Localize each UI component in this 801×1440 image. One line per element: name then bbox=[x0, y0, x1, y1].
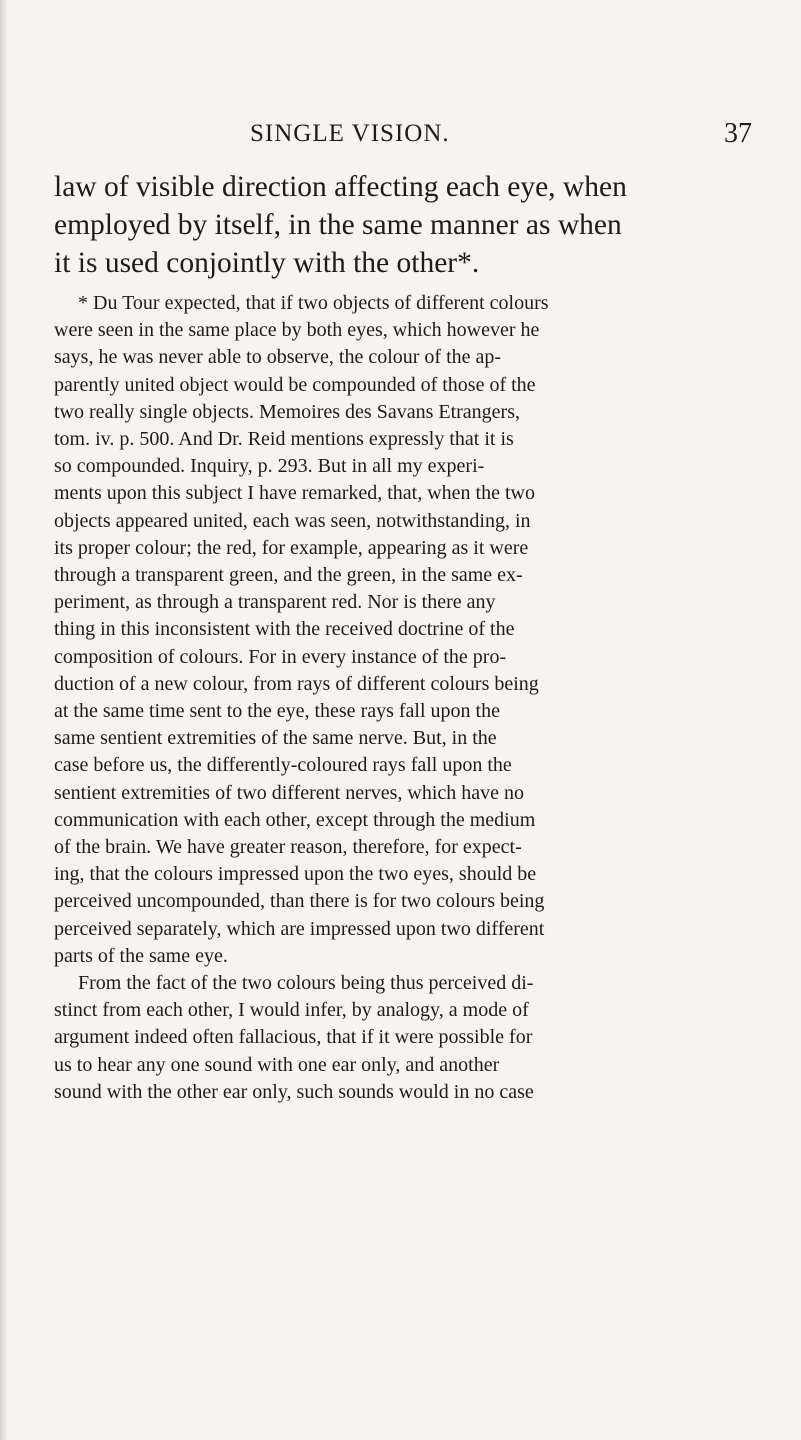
body-paragraph bbox=[54, 168, 759, 282]
footnote-line: duction of a new colour, from rays of different colours being bbox=[54, 672, 539, 695]
footnote-line: perceived uncompounded, than there is for two colours being bbox=[54, 890, 545, 913]
footnote-line: of the brain. We have greater reason, therefore, for expect- bbox=[54, 836, 522, 859]
body-line: employed by itself, in the same manner as when bbox=[54, 209, 622, 241]
body-line: law of visible direction affecting each eye, when bbox=[54, 171, 627, 203]
footnote-line: at the same time sent to the eye, these rays fall upon the bbox=[54, 700, 500, 723]
page-edge-shadow bbox=[0, 0, 8, 1440]
footnote-line: us to hear any one sound with one ear only, and another bbox=[54, 1053, 500, 1076]
footnote-line: periment, as through a transparent red. Nor is there any bbox=[54, 591, 496, 614]
footnote-line: two really single objects. Memoires des Savans Etrangers, bbox=[54, 400, 520, 423]
footnote-line: sentient extremities of two different nerves, which have no bbox=[54, 781, 525, 804]
footnote-line: sound with the other ear only, such sounds would in no case bbox=[54, 1080, 534, 1103]
footnote-line: tom. iv. p. 500. And Dr. Reid mentions expressly that it is bbox=[54, 428, 514, 451]
page-number: 37 bbox=[724, 118, 752, 149]
footnote-line: same sentient extremities of the same nerve. But, in the bbox=[54, 727, 497, 750]
footnote-line: parently united object would be compounded of those of the bbox=[54, 373, 536, 396]
footnote bbox=[54, 290, 764, 1106]
footnote-line: ments upon this subject I have remarked, that, when the two bbox=[54, 482, 535, 505]
running-title: SINGLE VISION. bbox=[250, 120, 450, 147]
footnote-line: ing, that the colours impressed upon the two eyes, should be bbox=[54, 863, 537, 886]
footnote-line: its proper colour; the red, for example, appearing as it were bbox=[54, 536, 529, 559]
footnote-line: stinct from each other, I would infer, by analogy, a mode of bbox=[54, 999, 529, 1022]
footnote-line: From the fact of the two colours being thus perceived di- bbox=[78, 972, 534, 995]
footnote-line: communication with each other, except through the medium bbox=[54, 808, 536, 831]
footnote-line: were seen in the same place by both eyes, which however he bbox=[54, 319, 540, 342]
running-head bbox=[0, 118, 801, 158]
footnote-line: says, he was never able to observe, the colour of the ap- bbox=[54, 346, 502, 369]
footnote-line: so compounded. Inquiry, p. 293. But in all my experi- bbox=[54, 455, 485, 478]
body-line: it is used conjointly with the other*. bbox=[54, 247, 480, 279]
footnote-line: case before us, the differently-coloured rays fall upon the bbox=[54, 754, 512, 777]
footnote-line: parts of the same eye. bbox=[54, 944, 228, 967]
footnote-line: thing in this inconsistent with the received doctrine of the bbox=[54, 618, 515, 641]
footnote-line: * Du Tour expected, that if two objects of different colours bbox=[78, 292, 549, 314]
footnote-line: through a transparent green, and the green, in the same ex- bbox=[54, 564, 523, 587]
footnote-line: composition of colours. For in every instance of the pro- bbox=[54, 645, 507, 668]
footnote-line: perceived separately, which are impressed upon two different bbox=[54, 917, 545, 940]
footnote-line: argument indeed often fallacious, that if it were possible for bbox=[54, 1026, 533, 1049]
footnote-line: objects appeared united, each was seen, notwithstanding, in bbox=[54, 509, 531, 532]
